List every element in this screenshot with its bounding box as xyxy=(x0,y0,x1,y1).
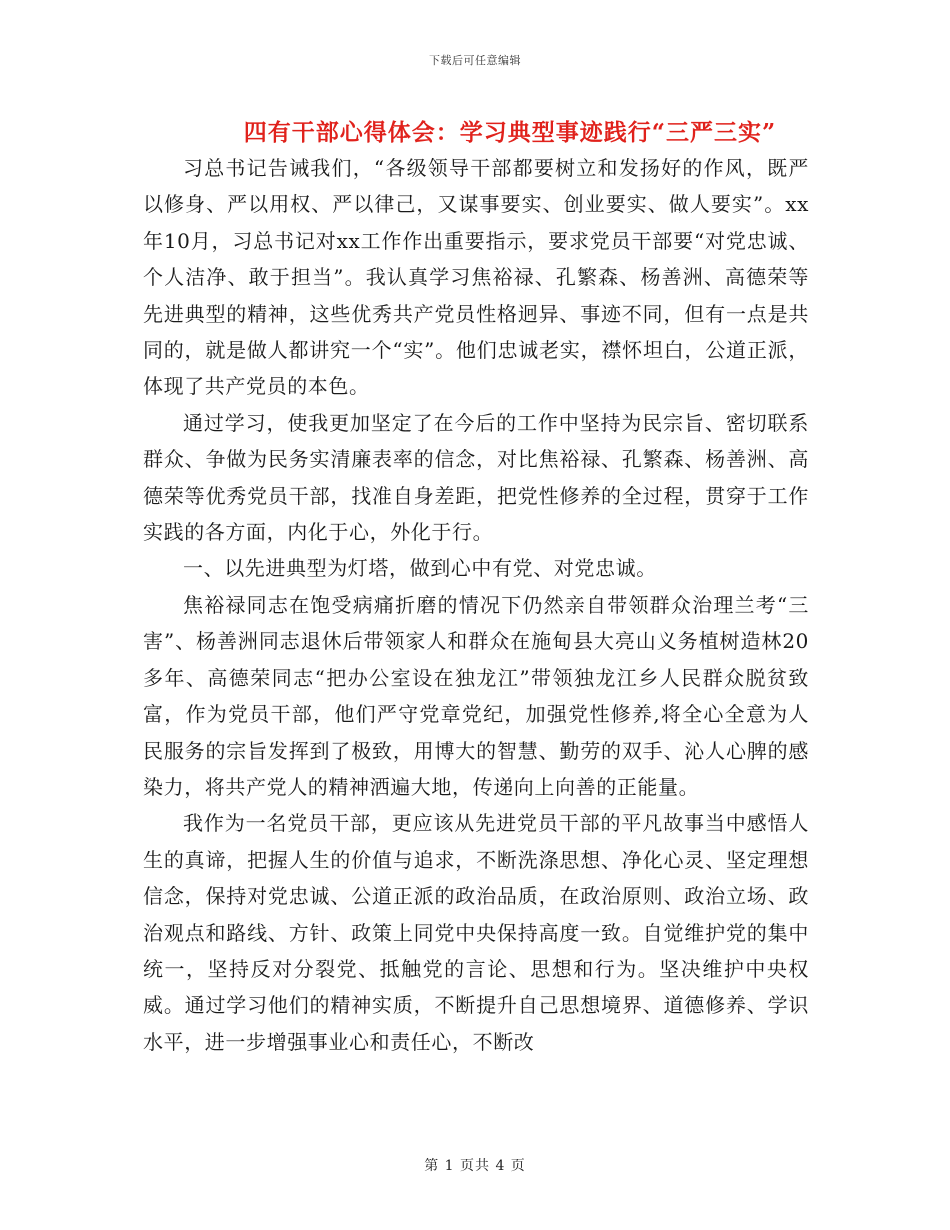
section-heading-1: 一、以先进典型为灯塔，做到心中有党、对党忠诚。 xyxy=(183,556,657,581)
page-header: 下载后可任意编辑 xyxy=(429,54,521,67)
paragraph-1: 习总书记告诫我们，“各级领导干部都要树立和发扬好的作风，既严以修身、严以用权、严以律己，又谋事要实、创业要实、做人要实”。xx年10月，习总书记对xx工作作出重要指示，要求党员干部要“对党忠诚、个人洁净、敢于担当”。我认真学习焦裕禄、孔繁森、杨善洲、高德荣等先进典型的精神，这些优秀共产党员性格迥异、事迹不同，但有一点是共同的，就是做人都讲究一个“实”。他们忠诚老实，襟怀坦白，公道正派，体现了共产党员的本色。 xyxy=(143,156,809,399)
page-number-footer: 第 1 页共 4 页 xyxy=(424,1158,526,1174)
document-title: 四有干部心得体会：学习典型事迹践行“三严三实” xyxy=(243,119,777,146)
document-body xyxy=(143,150,809,1060)
paragraph-2: 通过学习，使我更加坚定了在今后的工作中坚持为民宗旨、密切联系群众、争做为民务实清廉表率的信念，对比焦裕禄、孔繁森、杨善洲、高德荣等优秀党员干部，找准自身差距，把党性修养的全过程，贯穿于工作实践的各方面，内化于心，外化于行。 xyxy=(143,410,809,545)
paragraph-4: 我作为一名党员干部，更应该从先进党员干部的平凡故事当中感悟人生的真谛，把握人生的价值与追求，不断洗涤思想、净化心灵、坚定理想信念，保持对党忠诚、公道正派的政治品质，在政治原则、政治立场、政治观点和路线、方针、政策上同党中央保持高度一致。自觉维护党的集中统一，坚持反对分裂党、抵触党的言论、思想和行为。坚决维护中央权威。通过学习他们的精神实质，不断提升自己思想境界、道德修养、学识水平，进一步增强事业心和责任心，不断改 xyxy=(143,811,809,1054)
paragraph-3: 焦裕禄同志在饱受病痛折磨的情况下仍然亲自带领群众治理兰考“三害”、杨善洲同志退休后带领家人和群众在施甸县大亮山义务植树造林20多年、高德荣同志“把办公室设在独龙江”带领独龙江乡人民群众脱贫致富，作为党员干部，他们严守党章党纪，加强党性修养,将全心全意为人民服务的宗旨发挥到了极致，用博大的智慧、勤劳的双手、沁人心脾的感染力，将共产党人的精神洒遍大地，传递向上向善的正能量。 xyxy=(143,592,809,799)
